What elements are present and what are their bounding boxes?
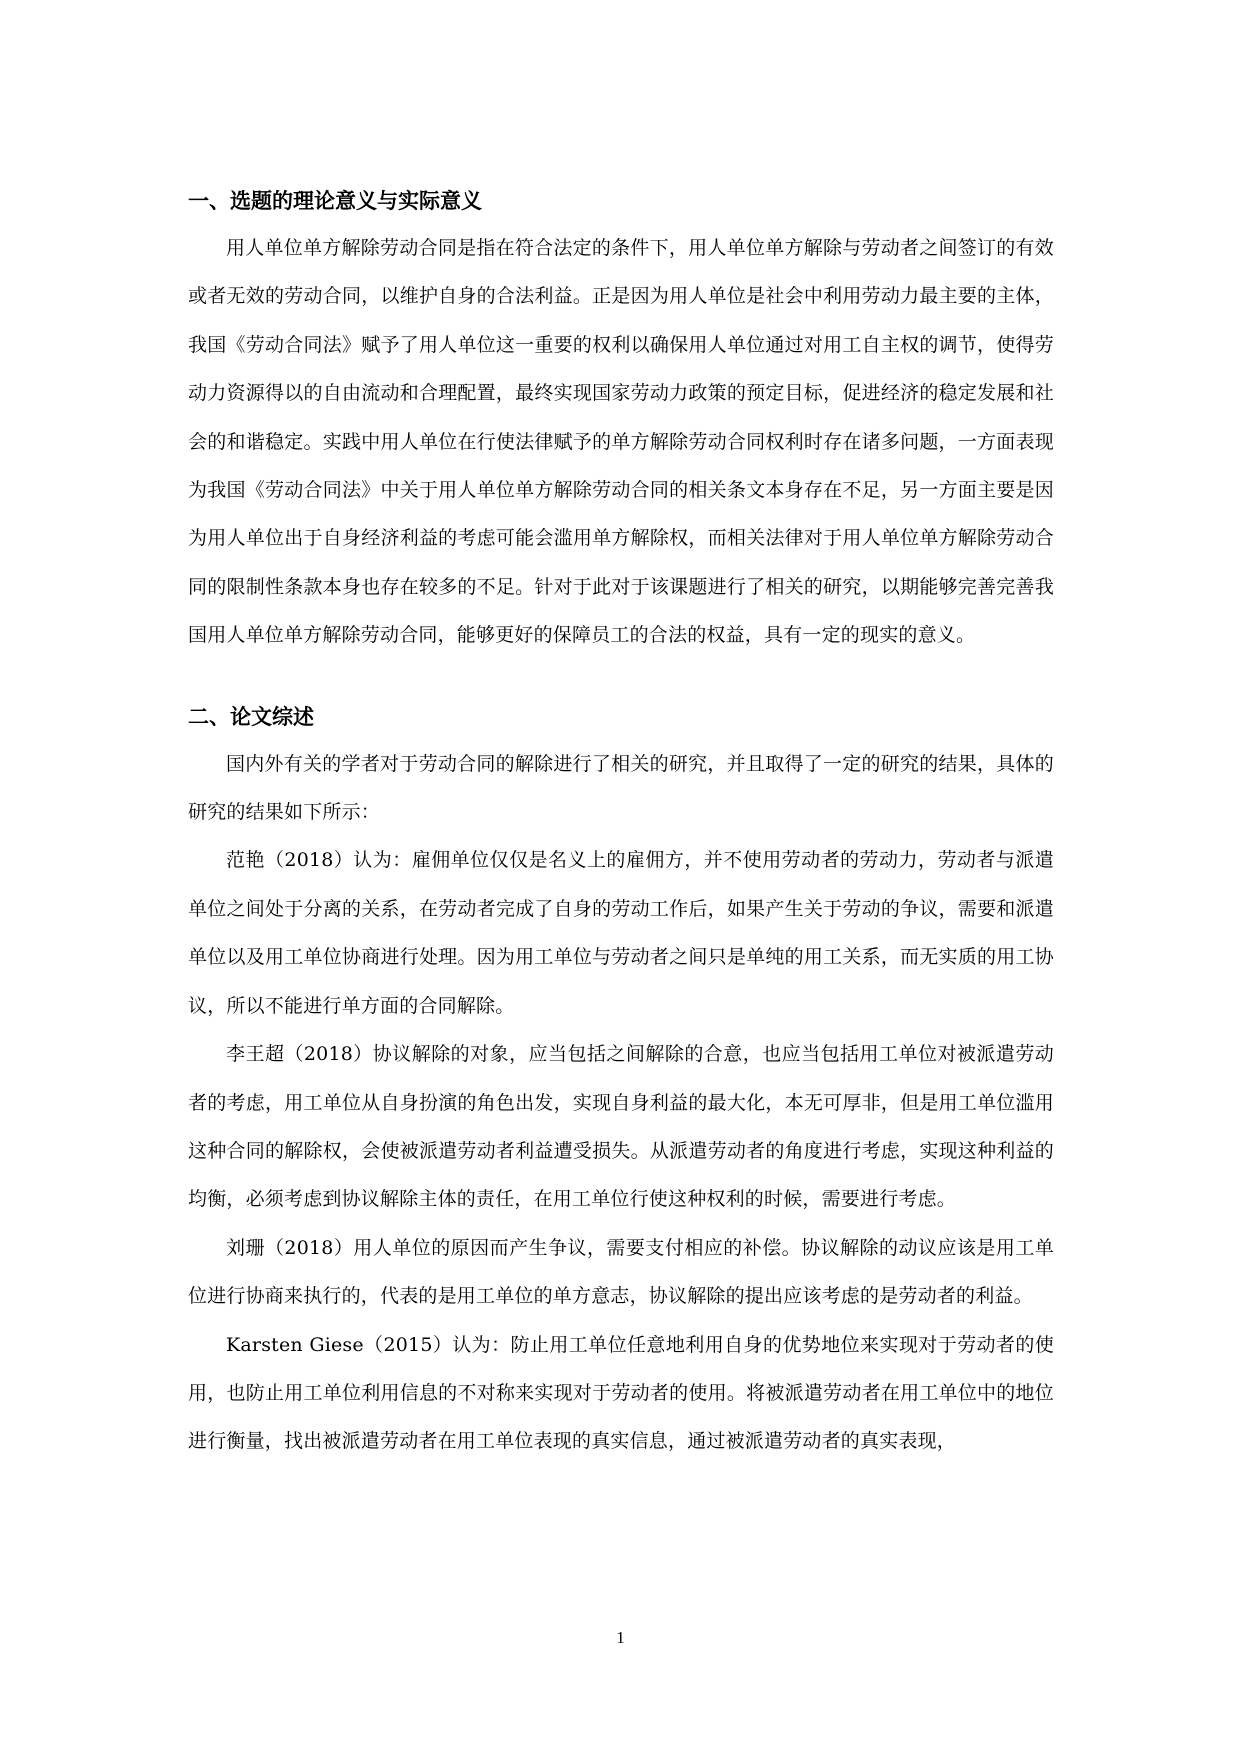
paragraph-review-intro: 国内外有关的学者对于劳动合同的解除进行了相关的研究，并且取得了一定的研究的结果，具体的研究的结果如下所示： — [188, 752, 1054, 824]
section-heading-significance: 一、选题的理论意义与实际意义 — [188, 189, 482, 213]
page-body — [188, 178, 1054, 1466]
paragraph-review-karsten-giese: Karsten Giese（2015）认为：防止用工单位任意地利用自身的优势地位来实现对于劳动者的使用，也防止用工单位利用信息的不对称来实现对于劳动者的使用。将被派遣劳动者在用工单位中的地位进行衡量，找出被派遣劳动者在用工单位表现的真实信息，通过被派遣劳动者的真实表现， — [188, 1333, 1054, 1453]
page-number: 1 — [616, 1628, 625, 1647]
section-spacer — [188, 660, 1054, 694]
paragraph-review-li-wangchao: 李王超（2018）协议解除的对象，应当包括之间解除的合意，也应当包括用工单位对被派遣劳动者的考虑，用工单位从自身扮演的角色出发，实现自身利益的最大化，本无可厚非，但是用工单位滥用这种合同的解除权，会使被派遣劳动者利益遭受损失。从派遣劳动者的角度进行考虑，实现这种利益的均衡，必须考虑到协议解除主体的责任，在用工单位行使这种权利的时候，需要进行考虑。 — [188, 1043, 1054, 1211]
paragraph-review-liu-shan: 刘珊（2018）用人单位的原因而产生争议，需要支付相应的补偿。协议解除的动议应该是用工单位进行协商来执行的，代表的是用工单位的单方意志，协议解除的提出应该考虑的是劳动者的利益。 — [188, 1236, 1054, 1308]
paragraph-review-fan-yan: 范艳（2018）认为：雇佣单位仅仅是名义上的雇佣方，并不使用劳动者的劳动力，劳动者与派遣单位之间处于分离的关系，在劳动者完成了自身的劳动工作后，如果产生关于劳动的争议，需要和派遣单位以及用工单位协商进行处理。因为用工单位与劳动者之间只是单纯的用工关系，而无实质的用工协议，所以不能进行单方面的合同解除。 — [188, 849, 1054, 1017]
paragraph-significance: 用人单位单方解除劳动合同是指在符合法定的条件下，用人单位单方解除与劳动者之间签订的有效或者无效的劳动合同，以维护自身的合法利益。正是因为用人单位是社会中利用劳动力最主要的主体，我国《劳动合同法》赋予了用人单位这一重要的权利以确保用人单位通过对用工自主权的调节，使得劳动力资源得以的自由流动和合理配置，最终实现国家劳动力政策的预定目标，促进经济的稳定发展和社会的和谐稳定。实践中用人单位在行使法律赋予的单方解除劳动合同权利时存在诸多问题，一方面表现为我国《劳动合同法》中关于用人单位单方解除劳动合同的相关条文本身存在不足，另一方面主要是因为用人单位出于自身经济利益的考虑可能会滥用单方解除权，而相关法律对于用人单位单方解除劳动合同的限制性条款本身也存在较多的不足。针对于此对于该课题进行了相关的研究，以期能够完善完善我国用人单位单方解除劳动合同，能够更好的保障员工的合法的权益，具有一定的现实的意义。 — [188, 237, 1054, 647]
section-heading-review: 二、论文综述 — [188, 704, 314, 729]
